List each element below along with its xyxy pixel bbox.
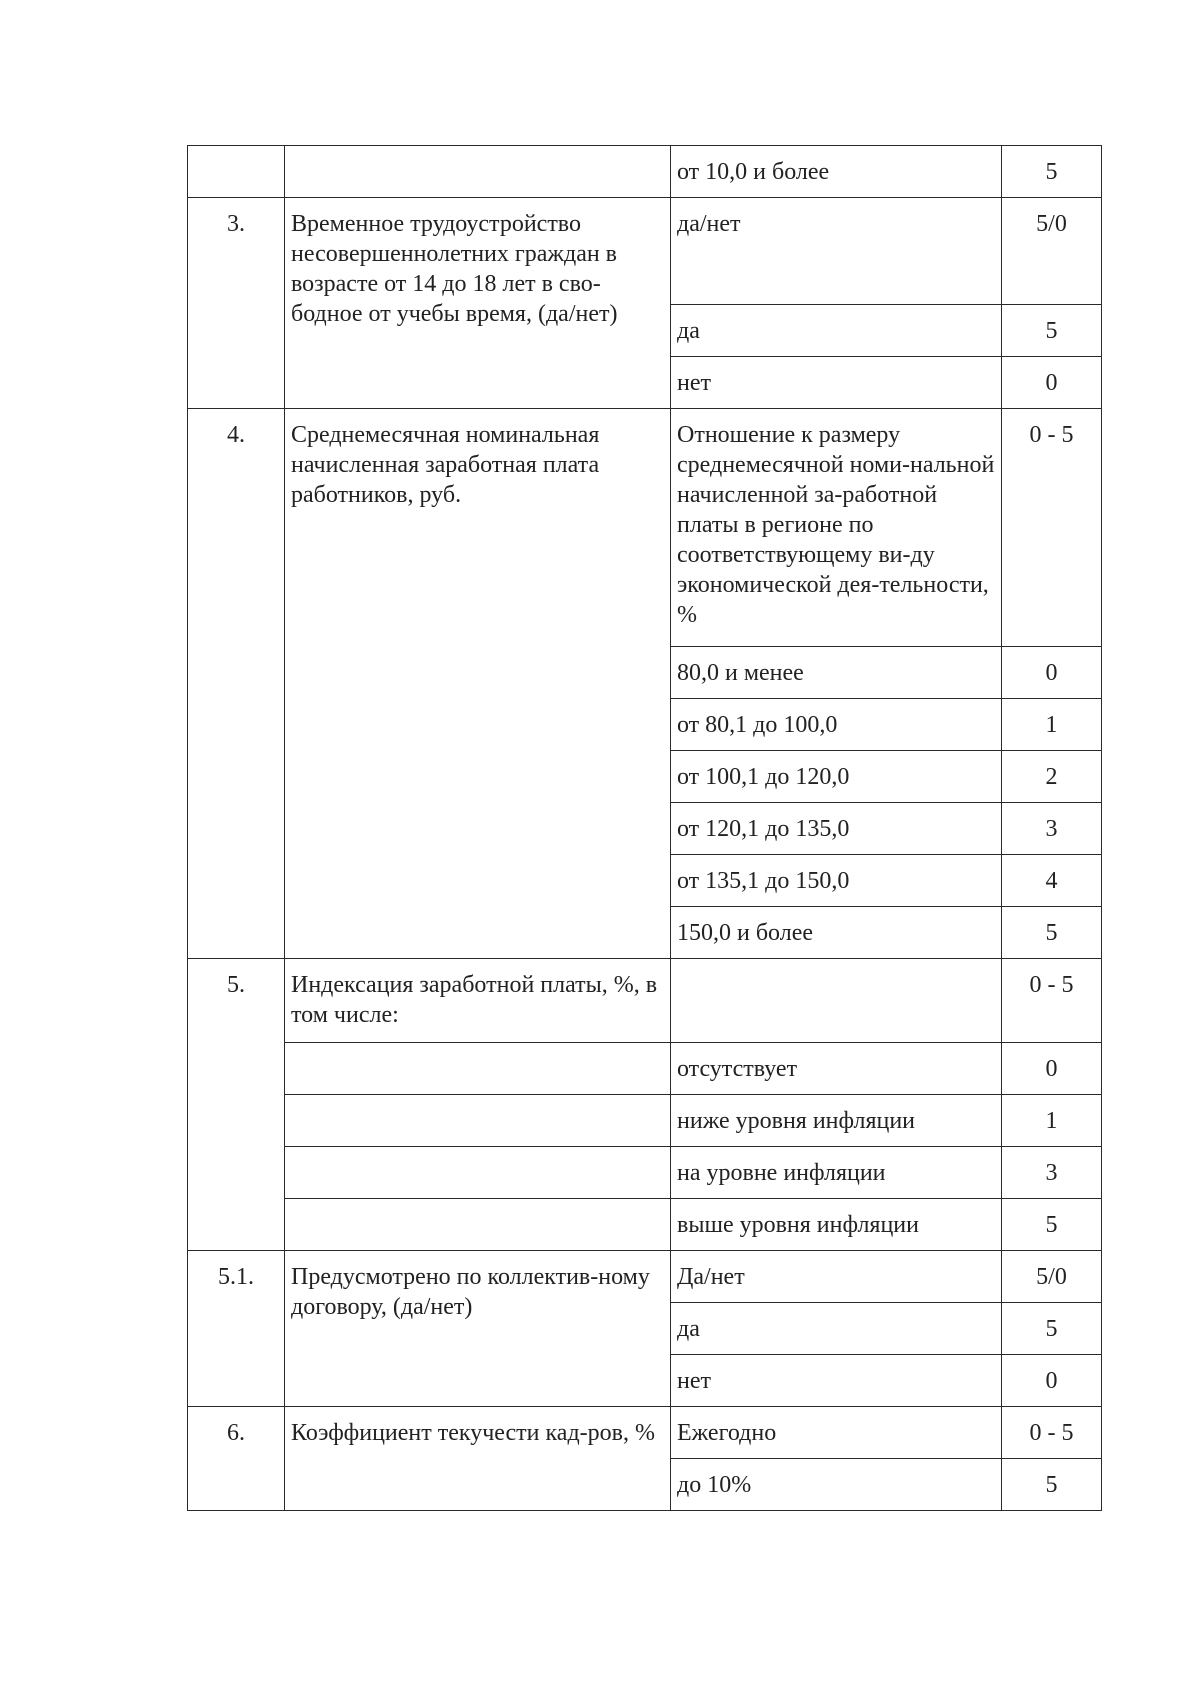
score-cell: 5/0 [1002,198,1102,305]
criterion-cell: выше уровня инфляции [671,1199,1002,1251]
score-cell: 0 [1002,1355,1102,1407]
criterion-cell: 80,0 и менее [671,647,1002,699]
score-cell: 5/0 [1002,1251,1102,1303]
indicator-cell: Временное трудоустройство несовершеннолетних граждан в возрасте от 14 до 18 лет в сво-бодное от учебы время, (да/нет) [285,198,671,409]
score-cell: 0 [1002,647,1102,699]
score-cell: 5 [1002,907,1102,959]
indicator-cell: Коэффициент текучести кад-ров, % [285,1407,671,1511]
score-cell: 5 [1002,1303,1102,1355]
score-cell: 3 [1002,803,1102,855]
score-cell: 4 [1002,855,1102,907]
indicator-cell: Предусмотрено по коллектив-ному договору, (да/нет) [285,1251,671,1407]
indicator-cell [285,1147,671,1199]
criterion-cell: Да/нет [671,1251,1002,1303]
criterion-cell: на уровне инфляции [671,1147,1002,1199]
criterion-cell: да [671,1303,1002,1355]
table-row [188,1199,1102,1251]
criterion-cell: отсутствует [671,1043,1002,1095]
criterion-cell: нет [671,357,1002,409]
row-number [188,146,285,198]
row-number: 6. [188,1407,285,1511]
table-row [188,1043,1102,1095]
score-cell: 3 [1002,1147,1102,1199]
score-cell: 0 [1002,1043,1102,1095]
criterion-cell: от 10,0 и более [671,146,1002,198]
score-cell: 2 [1002,751,1102,803]
criterion-cell [671,959,1002,1043]
criterion-cell: от 135,1 до 150,0 [671,855,1002,907]
row-number: 4. [188,409,285,959]
indicator-cell: Среднемесячная номинальная начисленная заработная плата работников, руб. [285,409,671,959]
indicator-cell [285,1043,671,1095]
row-number: 5.1. [188,1251,285,1407]
indicator-cell [285,1095,671,1147]
score-cell: 5 [1002,305,1102,357]
score-cell: 1 [1002,699,1102,751]
score-cell: 0 [1002,357,1102,409]
score-cell: 1 [1002,1095,1102,1147]
score-cell: 0 - 5 [1002,959,1102,1043]
criteria-table [187,145,1102,1511]
indicator-cell [285,146,671,198]
score-cell: 5 [1002,1199,1102,1251]
criterion-cell: от 100,1 до 120,0 [671,751,1002,803]
table-row [188,959,1102,1043]
score-cell: 0 - 5 [1002,409,1102,647]
criterion-cell: 150,0 и более [671,907,1002,959]
criterion-cell: да/нет [671,198,1002,305]
table-row [188,1407,1102,1459]
table-row [188,146,1102,198]
row-number: 5. [188,959,285,1251]
score-cell: 5 [1002,146,1102,198]
table-row [188,1147,1102,1199]
criterion-cell: ниже уровня инфляции [671,1095,1002,1147]
criterion-cell: Отношение к размеру среднемесячной номи-нальной начисленной за-работной платы в регионе по соответствующему ви-ду экономической дея-тельности, % [671,409,1002,647]
criterion-cell: нет [671,1355,1002,1407]
criterion-cell: от 120,1 до 135,0 [671,803,1002,855]
criterion-cell: Ежегодно [671,1407,1002,1459]
indicator-cell [285,1199,671,1251]
table-row [188,1251,1102,1303]
table-row [188,1095,1102,1147]
table-row [188,198,1102,305]
criterion-cell: от 80,1 до 100,0 [671,699,1002,751]
criterion-cell: до 10% [671,1459,1002,1511]
score-cell: 0 - 5 [1002,1407,1102,1459]
row-number: 3. [188,198,285,409]
indicator-cell: Индексация заработной платы, %, в том числе: [285,959,671,1043]
table-row [188,409,1102,647]
score-cell: 5 [1002,1459,1102,1511]
criterion-cell: да [671,305,1002,357]
